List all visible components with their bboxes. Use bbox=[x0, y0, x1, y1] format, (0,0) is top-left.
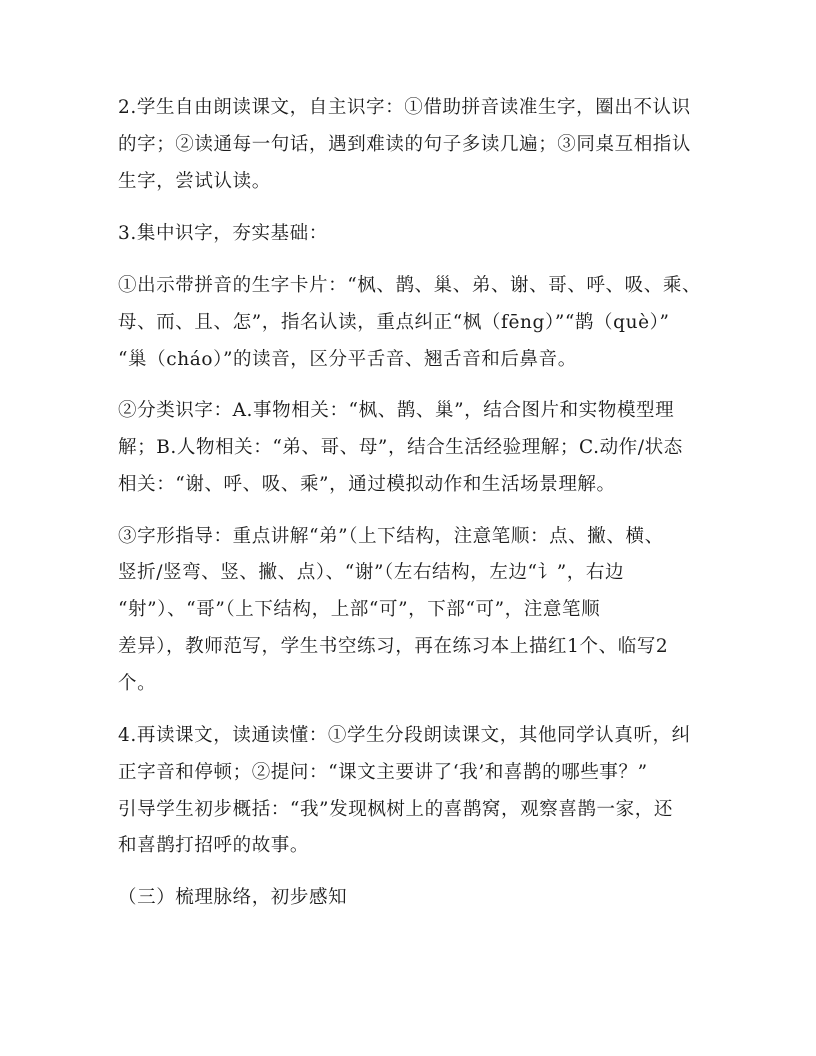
text-line: ①出示带拼音的生字卡片：“枫、鹊、巢、弟、谢、哥、呼、吸、乘、 bbox=[118, 275, 702, 296]
text-line: 母、而、且、怎”，指名认读，重点纠正“枫（fēng）”“鹊（què）” bbox=[118, 312, 670, 333]
text-line: 正字音和停顿；②提问：“课文主要讲了‘我’和喜鹊的哪些事？” bbox=[118, 762, 648, 783]
text-line: 引导学生初步概括：“我”发现枫树上的喜鹊窝，观察喜鹊一家，还 bbox=[118, 799, 673, 820]
text-line: 和喜鹊打招呼的故事。 bbox=[118, 835, 310, 856]
text-line: 差异），教师范写，学生书空练习，再在练习本上描红1个、临写2 bbox=[118, 636, 669, 657]
text-line: 个。 bbox=[118, 673, 157, 694]
text-line: “射”）、“哥”（上下结构，上部“可”，下部“可”，注意笔顺 bbox=[118, 599, 601, 620]
text-line: 竖折/竖弯、竖、撇、点）、“谢”（左右结构，左边“讠”，右边 bbox=[118, 562, 625, 583]
text-line: “巢（cháo）”的读音，区分平舌音、翘舌音和后鼻音。 bbox=[118, 349, 577, 370]
text-line: 4.再读课文，读通读懂：①学生分段朗读课文，其他同学认真听，纠 bbox=[118, 725, 691, 746]
text-line: 生字，尝试认读。 bbox=[118, 171, 271, 192]
text-line: 的字；②读通每一句话，遇到难读的句子多读几遍；③同桌互相指认 bbox=[118, 134, 692, 155]
text-line: 相关：“谢、呼、吸、乘”，通过模拟动作和生活场景理解。 bbox=[118, 474, 616, 495]
text-line: 解；B.人物相关：“弟、哥、母”，结合生活经验理解；C.动作/状态 bbox=[118, 437, 683, 458]
text-line: ②分类识字：A.事物相关：“枫、鹊、巢”，结合图片和实物模型理 bbox=[118, 400, 675, 421]
text-line: ③字形指导：重点讲解“弟”（上下结构，注意笔顺：点、撇、横、 bbox=[118, 526, 664, 547]
text-line: 2.学生自由朗读课文，自主识字：①借助拼音读准生字，圈出不认识 bbox=[118, 97, 691, 118]
section-heading: （三）梳理脉络，初步感知 bbox=[118, 887, 348, 908]
text-line: 3.集中识字，夯实基础： bbox=[118, 223, 328, 244]
